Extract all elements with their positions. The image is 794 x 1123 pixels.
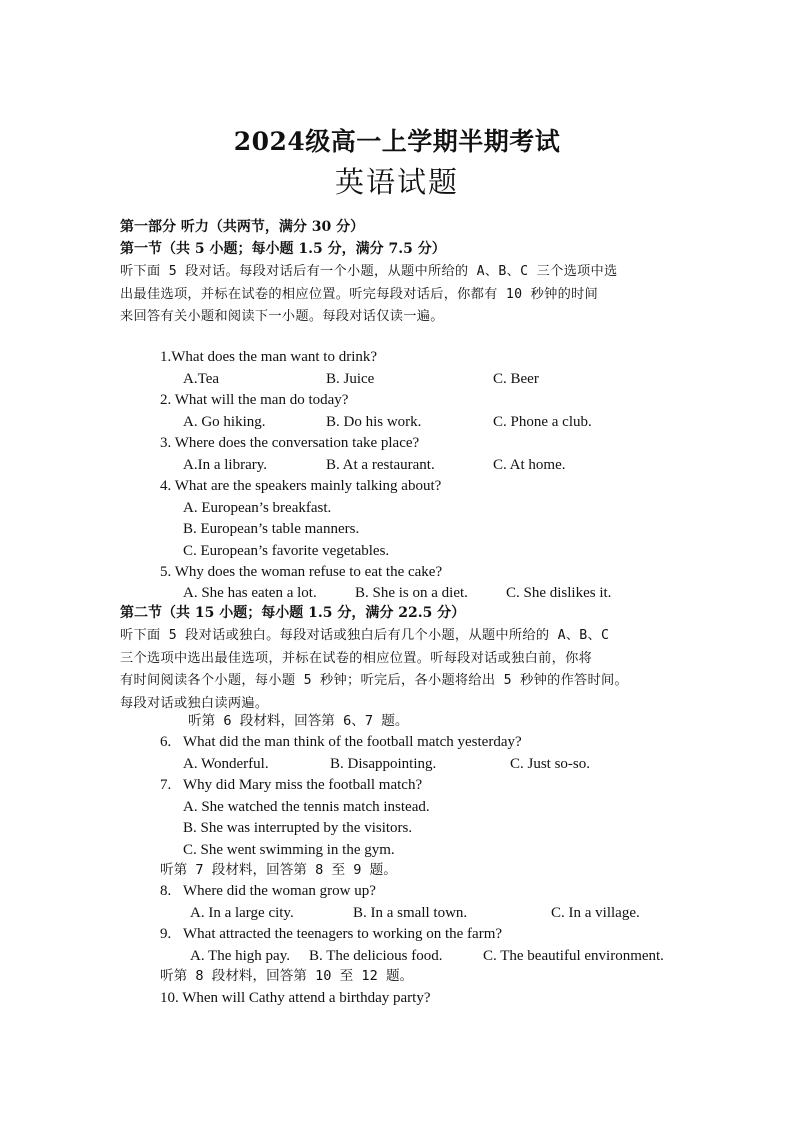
option-c: C. At home. — [493, 457, 566, 473]
option-a: A.Tea — [183, 371, 220, 387]
question-stem: What attracted the teenagers to working on the farm? — [183, 926, 503, 942]
question-stem: 10. When will Cathy attend a birthday party? — [160, 990, 431, 1006]
option-a: A. Wonderful. — [183, 756, 269, 772]
option-a: A. She has eaten a lot. — [183, 585, 317, 601]
section2-instruction-line: 三个选项中选出最佳选项，并标在试卷的相应位置。听每段对话或独白前，你将 — [120, 651, 593, 666]
option-b: B. She is on a diet. — [355, 585, 468, 601]
exam-subtitle: 英语试题 — [334, 165, 459, 199]
option-c: C. She went swimming in the gym. — [183, 842, 395, 858]
question-stem: What did the man think of the football match yesterday? — [183, 734, 522, 750]
option-b: B. She was interrupted by the visitors. — [183, 820, 413, 836]
section1-instruction-line: 听下面 5 段对话。每段对话后有一个小题，从题中所给的 A、B、C 三个选项中选 — [120, 264, 618, 279]
option-a: A. She watched the tennis match instead. — [183, 799, 430, 815]
option-c: C. Beer — [493, 371, 539, 387]
section1-heading: 第一节（共 5 小题；每小题 1.5 分，满分 7.5 分） — [120, 241, 446, 257]
option-b: B. The delicious food. — [309, 948, 443, 964]
question-number: 7. — [160, 777, 172, 793]
section2-instruction-line: 每段对话或独白读两遍。 — [120, 696, 269, 711]
question-stem: 3. Where does the conversation take place? — [160, 435, 420, 451]
option-a: A. Go hiking. — [183, 414, 266, 430]
option-c: C. European’s favorite vegetables. — [183, 543, 390, 559]
question-stem: Where did the woman grow up? — [183, 883, 376, 899]
option-c: C. The beautiful environment. — [483, 948, 664, 964]
option-a: A. The high pay. — [190, 948, 290, 964]
option-c: C. In a village. — [551, 905, 640, 921]
option-a: A. In a large city. — [190, 905, 294, 921]
question-stem: 4. What are the speakers mainly talking about? — [160, 478, 442, 494]
option-b: B. Disappointing. — [330, 756, 437, 772]
option-b: B. Do his work. — [326, 414, 422, 430]
option-a: A. European’s breakfast. — [183, 500, 332, 516]
material-note: 听第 8 段材料，回答第 10 至 12 题。 — [160, 968, 414, 984]
option-c: C. Just so-so. — [510, 756, 591, 772]
question-number: 6. — [160, 734, 172, 750]
question-number: 9. — [160, 926, 172, 942]
material-note: 听第 6 段材料，回答第 6、7 题。 — [188, 713, 409, 729]
option-b: B. At a restaurant. — [326, 457, 435, 473]
question-number: 8. — [160, 883, 172, 899]
question-stem: Why did Mary miss the football match? — [183, 777, 423, 793]
material-note: 听第 7 段材料，回答第 8 至 9 题。 — [160, 862, 397, 878]
exam-title: 2024级高一上学期半期考试 — [233, 127, 561, 156]
section1-instruction-line: 出最佳选项，并标在试卷的相应位置。听完每段对话后，你都有 10 秒钟的时间 — [120, 287, 599, 302]
section2-heading: 第二节（共 15 小题；每小题 1.5 分，满分 22.5 分） — [120, 605, 466, 621]
question-stem: 5. Why does the woman refuse to eat the cake? — [160, 564, 443, 580]
question-stem: 1.What does the man want to drink? — [160, 349, 378, 365]
option-a: A.In a library. — [183, 457, 267, 473]
question-stem: 2. What will the man do today? — [160, 392, 349, 408]
option-b: B. European’s table manners. — [183, 521, 360, 537]
option-b: B. In a small town. — [353, 905, 468, 921]
option-c: C. Phone a club. — [493, 414, 592, 430]
option-c: C. She dislikes it. — [506, 585, 612, 601]
part1-heading: 第一部分 听力（共两节，满分 30 分） — [120, 219, 365, 235]
option-b: B. Juice — [326, 371, 375, 387]
section2-instruction-line: 听下面 5 段对话或独白。每段对话或独白后有几个小题，从题中所给的 A、B、C — [120, 628, 610, 643]
section1-instruction-line: 来回答有关小题和阅读下一小题。每段对话仅读一遍。 — [120, 309, 444, 324]
section2-instruction-line: 有时间阅读各个小题，每小题 5 秒钟；听完后，各小题将给出 5 秒钟的作答时间。 — [120, 673, 629, 688]
